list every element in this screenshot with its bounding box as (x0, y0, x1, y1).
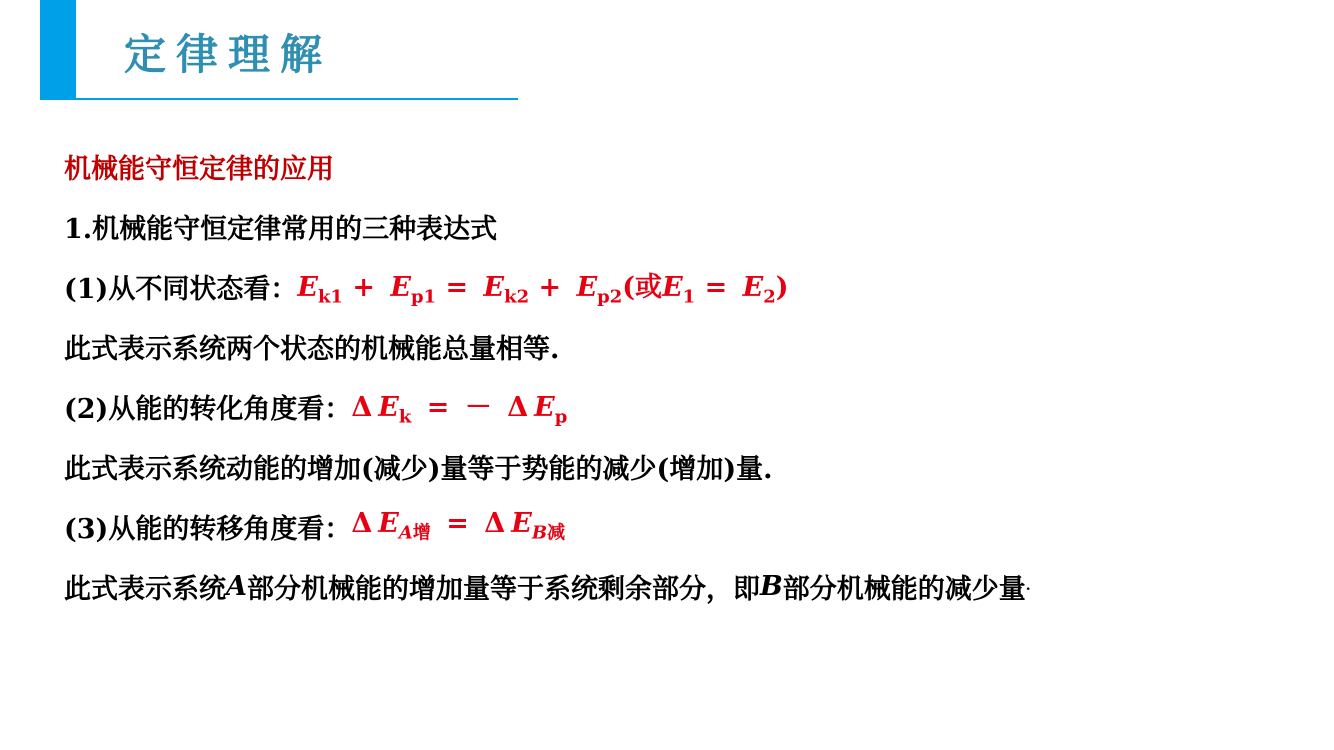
item-3-label: (3)从能的转移角度看： (64, 513, 352, 545)
formula-1: $E_{k1} + E_{p1} = E_{k2} + E_{p2}$(或$E_1 = E_2$) (297, 271, 789, 308)
item-1-note: 此式表示系统两个状态的机械能总量相等. (64, 333, 560, 365)
item-3 (64, 496, 1314, 556)
formula-3: Δ $E_{A增} = \Delta$ $E_{B减}$ (351, 507, 566, 544)
item-2-note: 此式表示系统动能的增加(减少)量等于势能的减少(增加)量. (64, 453, 773, 485)
title-underline (40, 98, 518, 100)
item-1-label: (1)从不同状态看： (64, 273, 298, 305)
section-heading: 机械能守恒定律的应用 (64, 153, 334, 185)
slide-content (64, 136, 1314, 616)
item-2 (64, 376, 1314, 436)
formula-2: Δ $E_k$ = － Δ $E_p$ (351, 391, 568, 428)
title-accent-bar (40, 0, 76, 99)
section-title: 1.机械能守恒定律常用的三种表达式 (64, 213, 498, 245)
item-3-note: 此式表示系统 A 部分机械能的增加量等于系统剩余部分，即 B 部分机械能的减少量 . (64, 570, 1031, 605)
slide-title: 定律理解 (124, 30, 333, 79)
item-2-label: (2)从能的转化角度看： (64, 393, 352, 425)
item-1 (64, 256, 1314, 316)
